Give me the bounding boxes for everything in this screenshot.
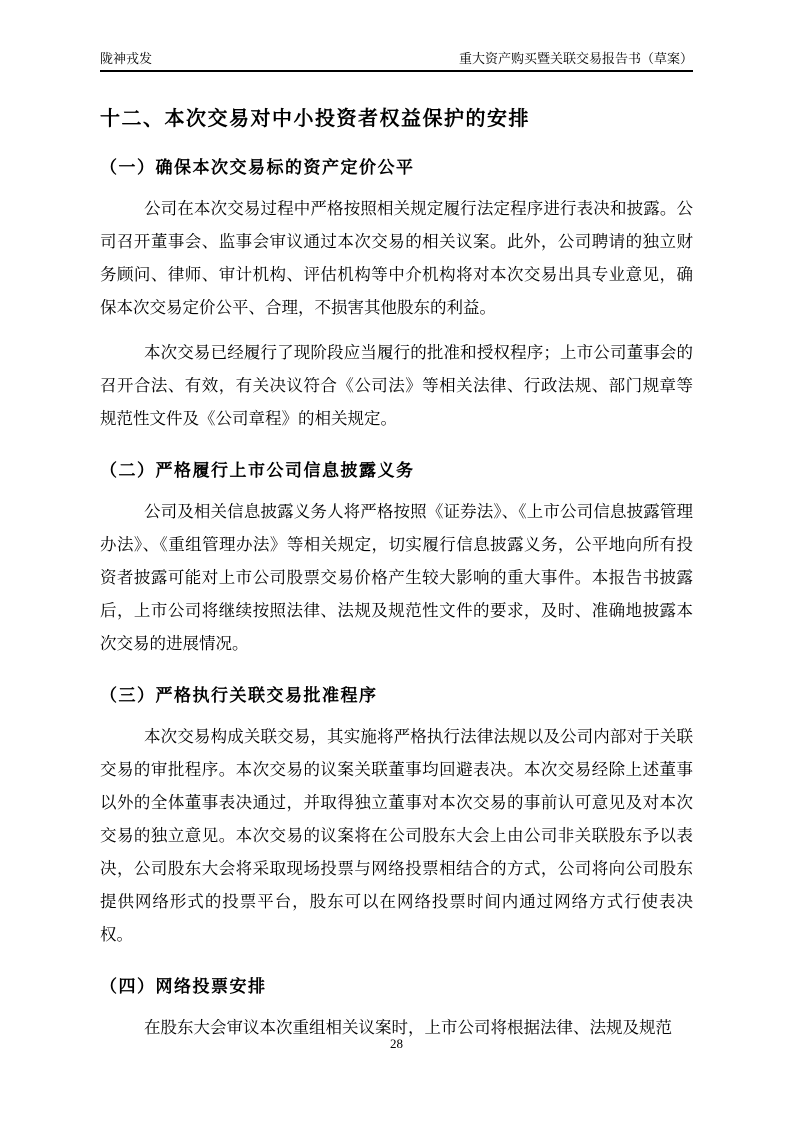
paragraph: 在股东大会审议本次重组相关议案时，上市公司将根据法律、法规及规范 xyxy=(144,1018,672,1037)
paragraph: 本次交易构成关联交易，其实施将严格执行法律法规以及公司内部对于关联交易的审批程序。本次交易的议案关联董事均回避表决。本次交易经除上述董事以外的全体董事表决通过，并取得独立董事对本次交易的事前认可意见及对本次交易的独立意见。本次交易的议案将在公司股东大会上由公司非关联股东予以表决，公司股东大会将采取现场投票与网络投票相结合的方式，公司将向公司股东提供网络形式的投票平台，股东可以在网络投票时间内通过网络方式行使表决权。 xyxy=(100,727,693,944)
section-1 xyxy=(100,156,693,435)
header-company-short-name: 陇神戎发 xyxy=(100,51,153,66)
section-2 xyxy=(100,459,693,660)
paragraph: 本次交易已经履行了现阶段应当履行的批准和授权程序；上市公司董事会的召开合法、有效，有关决议符合《公司法》等相关法律、行政法规、部门规章等规范性文件及《公司章程》的相关规定。 xyxy=(100,343,693,428)
section-4 xyxy=(100,975,693,1044)
page-content xyxy=(100,72,693,1044)
section-1-heading: （一）确保本次交易标的资产定价公平 xyxy=(100,158,415,177)
page-number: 28 xyxy=(390,1036,403,1051)
section-4-heading: （四）网络投票安排 xyxy=(100,977,267,996)
paragraph: 公司在本次交易过程中严格按照相关规定履行法定程序进行表决和披露。公司召开董事会、监事会审议通过本次交易的相关议案。此外，公司聘请的独立财务顾问、律师、审计机构、评估机构等中介机构将对本次交易出具专业意见，确保本次交易定价公平、合理，不损害其他股东的利益。 xyxy=(100,199,693,317)
header-report-title: 重大资产购买暨关联交易报告书（草案） xyxy=(458,51,693,66)
section-3-heading: （三）严格执行关联交易批准程序 xyxy=(100,686,378,705)
section-2-heading: （二）严格履行上市公司信息披露义务 xyxy=(100,461,415,480)
section-3 xyxy=(100,684,693,951)
chapter-title: 十二、本次交易对中小投资者权益保护的安排 xyxy=(100,108,530,130)
running-header xyxy=(100,50,693,72)
paragraph: 公司及相关信息披露义务人将严格按照《证券法》、《上市公司信息披露管理办法》、《重组管理办法》等相关规定，切实履行信息披露义务，公平地向所有投资者披露可能对上市公司股票交易价格产生较大影响的重大事件。本报告书披露后，上市公司将继续按照法律、法规及规范性文件的要求，及时、准确地披露本次交易的进展情况。 xyxy=(100,502,693,653)
